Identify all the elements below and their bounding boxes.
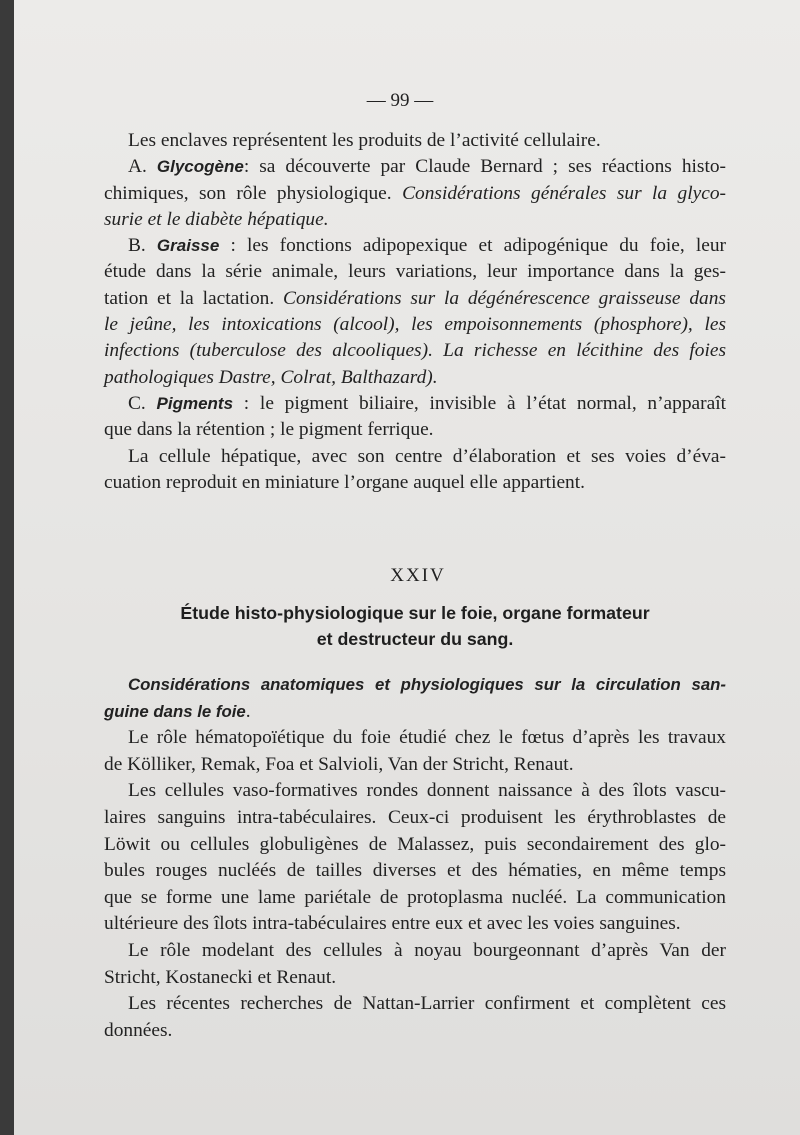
italic-text: pathologiques Dastre, Colrat, Balthazard). (104, 366, 438, 388)
line-text: Le rôle modelant des cellules à noyau bourgeonnant d’après Van der (128, 939, 726, 961)
text-block-enclaves (104, 128, 726, 496)
italic-text: Considérations sur la dégénérescence graisseuse dans (283, 287, 726, 309)
line-text: étude dans la série animale, leurs variations, leur importance dans la ges- (104, 261, 726, 283)
text-line (104, 752, 726, 779)
line-text: Löwit ou cellules globuligènes de Malassez, puis secondairement des glo- (104, 833, 726, 855)
text-line (104, 417, 726, 443)
line-text: . (245, 700, 251, 722)
heading-line-1: Étude histo-physiologique sur le foie, organe formateur (180, 603, 650, 623)
list-marker: A. (128, 156, 157, 178)
section-heading (104, 600, 726, 652)
text-line (104, 885, 726, 912)
line-text: Stricht, Kostanecki et Renaut. (104, 966, 337, 988)
text-line (104, 1018, 726, 1045)
text-line (104, 154, 726, 180)
line-text: bules rouges nucléés de tailles diverses et des hématies, en même temps (104, 860, 726, 882)
line-text: données. (104, 1019, 173, 1041)
line-text: : le pigment biliaire, invisible à l’état normal, n’apparaît (233, 392, 726, 414)
text-line (104, 991, 726, 1018)
text-line (104, 207, 726, 233)
text-line (104, 233, 726, 259)
line-text: ultérieure des îlots intra-tabéculaires entre eux et avec les voies sanguines. (104, 913, 681, 935)
line-text: laires sanguins intra-tabéculaires. Ceux-ci produisent les érythroblastes de (104, 806, 726, 828)
line-text: tation et la lactation. (104, 287, 284, 309)
line-text: de Kölliker, Remak, Foa et Salvioli, Van der Stricht, Renaut. (104, 753, 574, 775)
text-line (104, 286, 726, 312)
text-line (104, 911, 726, 938)
text-line (104, 181, 726, 207)
text-line (104, 365, 726, 391)
line-text: que dans la rétention ; le pigment ferrique. (104, 419, 434, 441)
line-text: chimiques, son rôle physiologique. (104, 182, 403, 204)
italic-text: le jeûne, les intoxications (alcool), les empoisonnements (phosphore), les (104, 314, 726, 336)
text-line (104, 725, 726, 752)
line-text: que se forme une lame pariétale de protoplasma nucléé. La communication (104, 886, 726, 908)
text-line (104, 338, 726, 364)
text-line (104, 444, 726, 470)
page-number: — 99 — (366, 90, 434, 111)
section-number: XXIV (390, 565, 446, 586)
text-line (104, 699, 726, 726)
italic-text: surie et le diabète hépatique. (104, 208, 329, 230)
text-line (104, 832, 726, 859)
term-label: guine dans le foie (104, 701, 246, 721)
text-line (104, 672, 726, 699)
term-label: Pigments (156, 393, 234, 413)
line-text: La cellule hépatique, avec son centre d’élaboration et ses voies d’éva- (128, 445, 726, 467)
line-text: Les récentes recherches de Nattan-Larrier confirment et complètent ces (128, 993, 726, 1015)
line-text: Les enclaves représentent les produits de l’activité cellulaire. (128, 130, 601, 151)
text-line (104, 391, 726, 417)
line-text: : sa découverte par Claude Bernard ; ses réactions histo- (243, 156, 726, 178)
list-marker: B. (128, 235, 157, 257)
term-label: Graisse (156, 236, 220, 256)
line-text: cuation reproduit en miniature l’organe auquel elle appartient. (104, 471, 585, 493)
text-line (104, 858, 726, 885)
text-line (104, 938, 726, 965)
text-line (104, 259, 726, 285)
line-text: Le rôle hématopoïétique du foie étudié chez le fœtus d’après les travaux (128, 727, 726, 749)
line-text: : les fonctions adipopexique et adipogénique du foie, leur (219, 235, 726, 257)
line-text: Les cellules vaso-formatives rondes donnent naissance à des îlots vascu- (128, 780, 726, 802)
italic-text: infections (tuberculose des alcooliques). La richesse en lécithine des foies (104, 340, 726, 362)
term-label: Glycogène (156, 157, 244, 177)
text-block-foie (104, 672, 726, 1044)
term-label: Considérations anatomiques et physiologiques sur la circulation san- (128, 675, 726, 694)
text-line (104, 312, 726, 338)
list-marker: C. (128, 392, 157, 414)
text-line (104, 128, 726, 154)
text-line (104, 470, 726, 496)
text-line (104, 805, 726, 832)
italic-text: Considérations générales sur la glyco- (402, 182, 727, 204)
heading-line-2: et destructeur du sang. (316, 629, 514, 649)
text-line (104, 965, 726, 992)
text-line (104, 778, 726, 805)
